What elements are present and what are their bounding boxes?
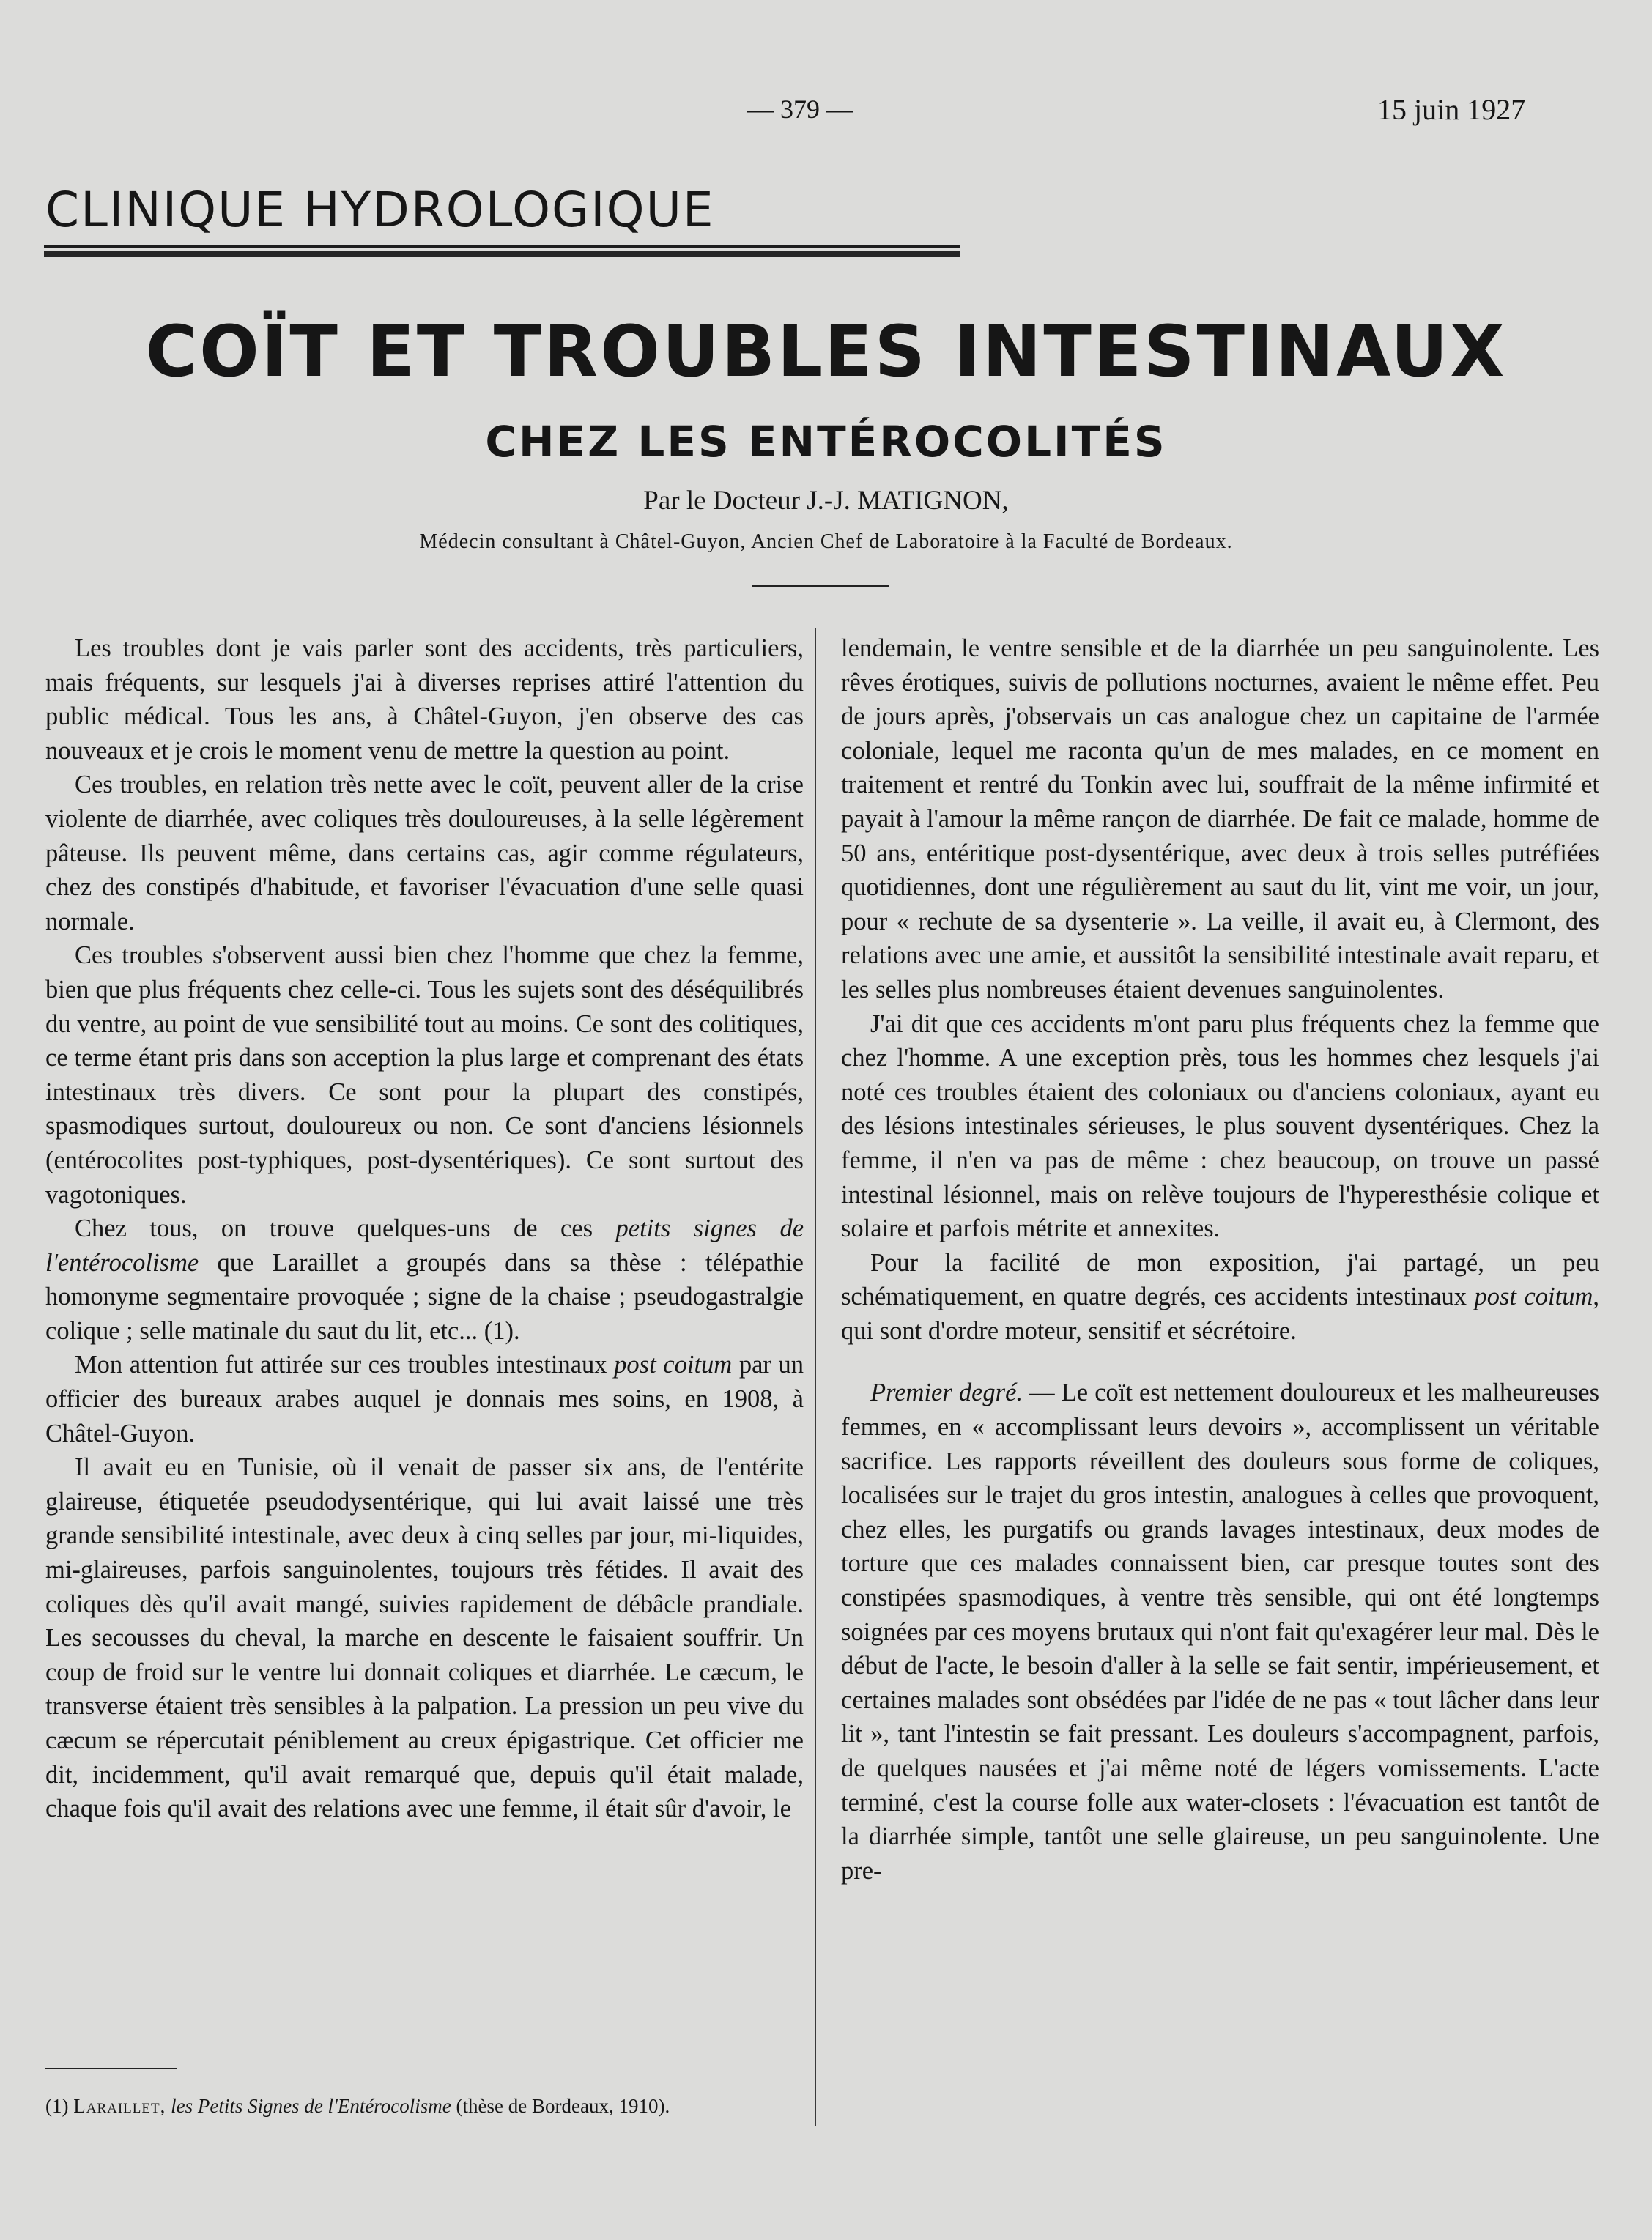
footnote-author: Laraillet, <box>73 2095 166 2117</box>
author-affiliation: Médecin consultant à Châtel-Guyon, Ancien Chef de Laboratoire à la Faculté de Bordeaux. <box>419 530 1233 553</box>
italic-run: Premier degré. <box>870 1379 1023 1407</box>
article-title: COÏT ET TROUBLES INTESTINAUX <box>145 311 1507 393</box>
column-divider <box>815 628 816 2126</box>
footnote-number: (1) <box>45 2095 74 2117</box>
italic-run: post coitum <box>614 1351 733 1379</box>
left-column <box>45 631 804 1826</box>
paragraph: J'ai dit que ces accidents m'ont paru plus fréquents chez la femme que chez l'homme. A une exception près, tous les hommes chez lesquels j'ai noté ces troubles étaient des coloniaux ou d'anciens coloniaux, ayant eu des lésions intestinales sérieuses, le plus souvent dysentériques. Chez la femme, il n'en va pas de même : chez beaucoup, on trouve un passé intestinal lésionnel, mais on relève toujours de l'hyperesthésie colique et solaire et parfois métrite et annexites. <box>841 1009 1599 1243</box>
paragraph <box>45 1212 804 1348</box>
issue-date: 15 juin 1927 <box>1377 93 1526 126</box>
rubric-rule-thick <box>44 251 960 257</box>
article-byline: Par le Docteur J.-J. MATIGNON, <box>643 486 1009 516</box>
paragraph <box>841 1246 1599 1349</box>
text-run: Pour la facilité de mon exposition, j'ai partagé, un peu schématiquement, en quatre degrés, ces accidents intestinaux <box>841 1248 1599 1311</box>
text-run: Mon attention fut attirée sur ces troubles intestinaux <box>75 1351 615 1379</box>
text-run: par un officier des bureaux arabes auquel je donnais mes soins, en 1908, à Châtel-Guyon. <box>45 1351 804 1447</box>
header-separator <box>752 585 889 587</box>
text-run: — Le coït est nettement douloureux et les malheureuses femmes, en « accomplissant leurs devoirs », accomplissent un véritable sacrifice. Les rapports réveillent des douleurs sous forme de coliques, localisées sur le trajet du gros intestin, analogues à celles que provoquent, chez elles, les purgatifs ou grands lavages intestinaux, deux modes de torture que ces malades connaissent bien, car presque toutes sont des constipées spasmodiques, à ventre très sensible, qui ont été longtemps soignées par ces moyens brutaux qui n'ont fait qu'exagérer leur mal. Dès le début de l'acte, le besoin d'aller à la selle se fait sentir, impérieusement, et certaines malades sont obsédées par l'idée de ne pas « tout lâcher dans leur lit », tant l'intestin se fait pressant. Les douleurs s'accompagnent, parfois, de quelques nausées et j'ai même noté de légers vomissements. L'acte terminé, c'est la course folle aux water-closets : l'évacuation est tantôt de la diarrhée simple, tantôt une selle glaireuse, un peu sanguinolente. Une pre- <box>841 1379 1599 1885</box>
footnote-rule <box>45 2068 177 2069</box>
footnote-rest: (thèse de Bordeaux, 1910). <box>451 2095 670 2117</box>
footnote <box>45 2091 804 2121</box>
paragraph <box>841 1376 1599 1888</box>
text-run: que Laraillet a groupés dans sa thèse : télépathie homonyme segmentaire provoquée ; signe de la chaise ; pseudogastralgie colique ; selle matinale du saut du lit, etc... (1). <box>45 1248 804 1345</box>
paragraph: Il avait eu en Tunisie, où il venait de passer six ans, de l'entérite glaireuse, étiquetée pseudodysentérique, qui lui avait laissé une très grande sensibilité intestinale, avec deux à cinq selles par jour, mi-liquides, mi-glaireuses, parfois sanguinolentes, toujours très fétides. Il avait des coliques dès qu'il avait mangé, suivies rapidement de débâcle prandiale. Les secousses du cheval, la marche en descente le faisaient souffrir. Un coup de froid sur le ventre lui donnait coliques et diarrhée. Le cæcum, le transverse étaient très sensibles à la palpation. La pression un peu vive du cæcum se répercutait péniblement au creux épigastrique. Cet officier me dit, incidemment, qu'il avait remarqué que, depuis qu'il était malade, chaque fois qu'il avait des relations avec une femme, il était sûr d'avoir, le <box>45 1453 804 1823</box>
text-run: , qui sont d'ordre moteur, sensitif et sécrétoire. <box>841 1283 1599 1345</box>
italic-run: post coitum <box>1474 1283 1593 1311</box>
article-subtitle: CHEZ LES ENTÉROCOLITÉS <box>485 417 1167 467</box>
page-number: — 379 — <box>747 94 853 124</box>
paragraph: Ces troubles, en relation très nette avec le coït, peuvent aller de la crise violente de diarrhée, avec coliques très douloureuses, à la selle légèrement pâteuse. Ils peuvent même, dans certains cas, agir comme régulateurs, chez des constipés d'habitude, et favoriser l'évacuation d'une selle quasi normale. <box>45 771 804 935</box>
text-run: Chez tous, on trouve quelques-uns de ces <box>75 1214 616 1243</box>
rubric-rule-thin <box>44 245 960 248</box>
footnote-title: les Petits Signes de l'Entérocolisme <box>166 2095 451 2117</box>
paragraph: lendemain, le ventre sensible et de la diarrhée un peu sanguinolente. Les rêves érotiques, suivis de pollutions nocturnes, avaient le même effet. Peu de jours après, j'observais un cas analogue chez un capitaine de l'armée coloniale, lequel me raconta qu'un de mes malades, en ce moment en traitement et rentré du Tonkin avec lui, souffrait de la même infirmité et payait à l'amour la même rançon de diarrhée. De fait ce malade, homme de 50 ans, entéritique post-dysentérique, avec deux à trois selles putréfiées quotidiennes, dont une régulièrement au saut du lit, vint me voir, un jour, pour « rechute de sa dysenterie ». La veille, il avait eu, à Clermont, des relations avec une amie, et aussitôt la sensibilité intestinale avait reparu, et les selles plus nombreuses étaient devenues sanguinolentes. <box>841 634 1599 1004</box>
italic-run: petits signes de l'entérocolisme <box>45 1214 804 1277</box>
paragraph: Les troubles dont je vais parler sont des accidents, très particuliers, mais fréquents, sur lesquels j'ai à diverses reprises attiré l'attention du public médical. Tous les ans, à Châtel-Guyon, j'en observe des cas nouveaux et je crois le moment venu de mettre la question au point. <box>45 634 804 765</box>
right-column <box>841 631 1599 1888</box>
section-rubric: CLINIQUE HYDROLOGIQUE <box>45 182 715 238</box>
paragraph <box>45 1348 804 1450</box>
paragraph: Ces troubles s'observent aussi bien chez l'homme que chez la femme, bien que plus fréquents chez celle-ci. Tous les sujets sont des déséquilibrés du ventre, au point de vue sensibilité tout au moins. Ce sont des colitiques, ce terme étant pris dans son acception la plus large et comprenant des états intestinaux très divers. Ce sont pour la plupart des constipés, spasmodiques surtout, douloureux ou non. Ce sont d'anciens lésionnels (entérocolites post-typhiques, post-dysentériques). Ce sont surtout des vagotoniques. <box>45 941 804 1209</box>
